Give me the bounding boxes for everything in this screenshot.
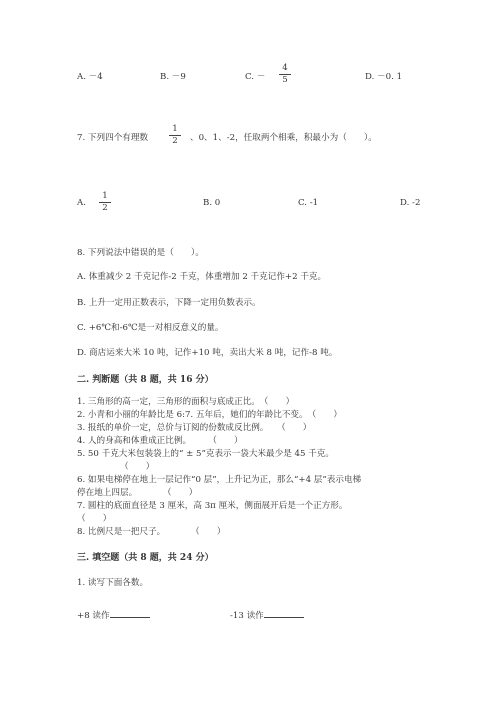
q6-option-c-prefix: C. －: [245, 72, 266, 82]
q7-option-d: D. -2: [400, 198, 421, 208]
judge-item: 8. 比例尺是一把尺子。 （ ）: [77, 527, 226, 537]
q7-option-b: B. 0: [203, 198, 221, 208]
judge-item: 4. 人的身高和体重成正比例。 （ ）: [77, 436, 243, 446]
fill-read-minus13: [230, 609, 304, 621]
q7-stem-suffix: 、0、1、-2，任取两个相乘，积最小为（ ）。: [190, 133, 377, 143]
judge-item: 3. 报纸的单价一定，总价与订阅的份数成反比例。 （ ）: [77, 423, 312, 433]
fraction-denominator: 2: [172, 136, 178, 146]
fill-q1-stem: 1. 读写下面各数。: [77, 578, 149, 588]
judge-item: 1. 三角形的高一定，三角形的面积与底成正比。 （ ）: [77, 397, 295, 407]
fraction-denominator: 5: [282, 75, 288, 85]
fraction-numerator: 4: [282, 63, 288, 73]
q8-option-b: B. 上升一定用正数表示，下降一定用负数表示。: [77, 298, 261, 308]
q7-option-a-prefix: A.: [77, 198, 86, 208]
read-label: -13 读作: [230, 611, 264, 621]
judge-item: 2. 小青和小丽的年龄比是 6:7. 五年后，她们的年龄比不变。 （ ）: [77, 410, 342, 420]
section2-heading: 二. 判断题（共 8 题，共 16 分）: [77, 375, 214, 385]
fraction-numerator: 1: [172, 124, 178, 134]
judge-item-bracket: （ ）: [77, 514, 112, 524]
judge-item-bracket: （ ）: [120, 462, 155, 472]
fraction-denominator: 2: [102, 203, 108, 213]
judge-item: 6. 如果电梯停在地上一层记作“0 层”，上升记为正，那么“+4 层”表示电梯: [77, 475, 362, 485]
q6-option-d: D. －0. 1: [365, 72, 403, 82]
q7-option-a-fraction: [100, 191, 110, 214]
q6-option-a: A. －4: [77, 72, 103, 82]
read-label: +8 读作: [77, 611, 110, 621]
q7-option-c: C. -1: [298, 198, 319, 208]
judge-item: 7. 圆柱的底面直径是 3 厘米，高 3π 厘米，侧面展开后是一个正方形。: [77, 501, 348, 511]
fill-read-plus8: [77, 609, 150, 621]
judge-item-continued: 停在地上四层。 （ ）: [77, 488, 198, 498]
section3-heading: 三. 填空题（共 8 题，共 24 分）: [77, 553, 214, 563]
answer-blank[interactable]: [110, 609, 150, 618]
q8-option-a: A. 体重减少 2 千克记作-2 千克，体重增加 2 千克记作+2 千克。: [77, 272, 327, 282]
judge-item: 5. 50 千克大米包装袋上的“ ± 5”克表示一袋大米最少是 45 千克。: [77, 449, 334, 459]
answer-blank[interactable]: [264, 609, 304, 618]
q8-option-c: C. +6℃和-6℃是一对相反意义的量。: [77, 323, 224, 333]
q7-fraction: [170, 124, 180, 147]
q6-option-b: B. －9: [160, 72, 186, 82]
fraction-numerator: 1: [102, 191, 108, 201]
q8-option-d: D. 商店运来大米 10 吨，记作+10 吨，卖出大米 8 吨，记作-8 吨。: [77, 348, 338, 358]
q8-stem: 8. 下列说法中错误的是（ ）。: [77, 248, 204, 258]
q6-option-c-fraction: [280, 63, 290, 86]
q7-stem-prefix: 7. 下列四个有理数: [77, 133, 149, 143]
